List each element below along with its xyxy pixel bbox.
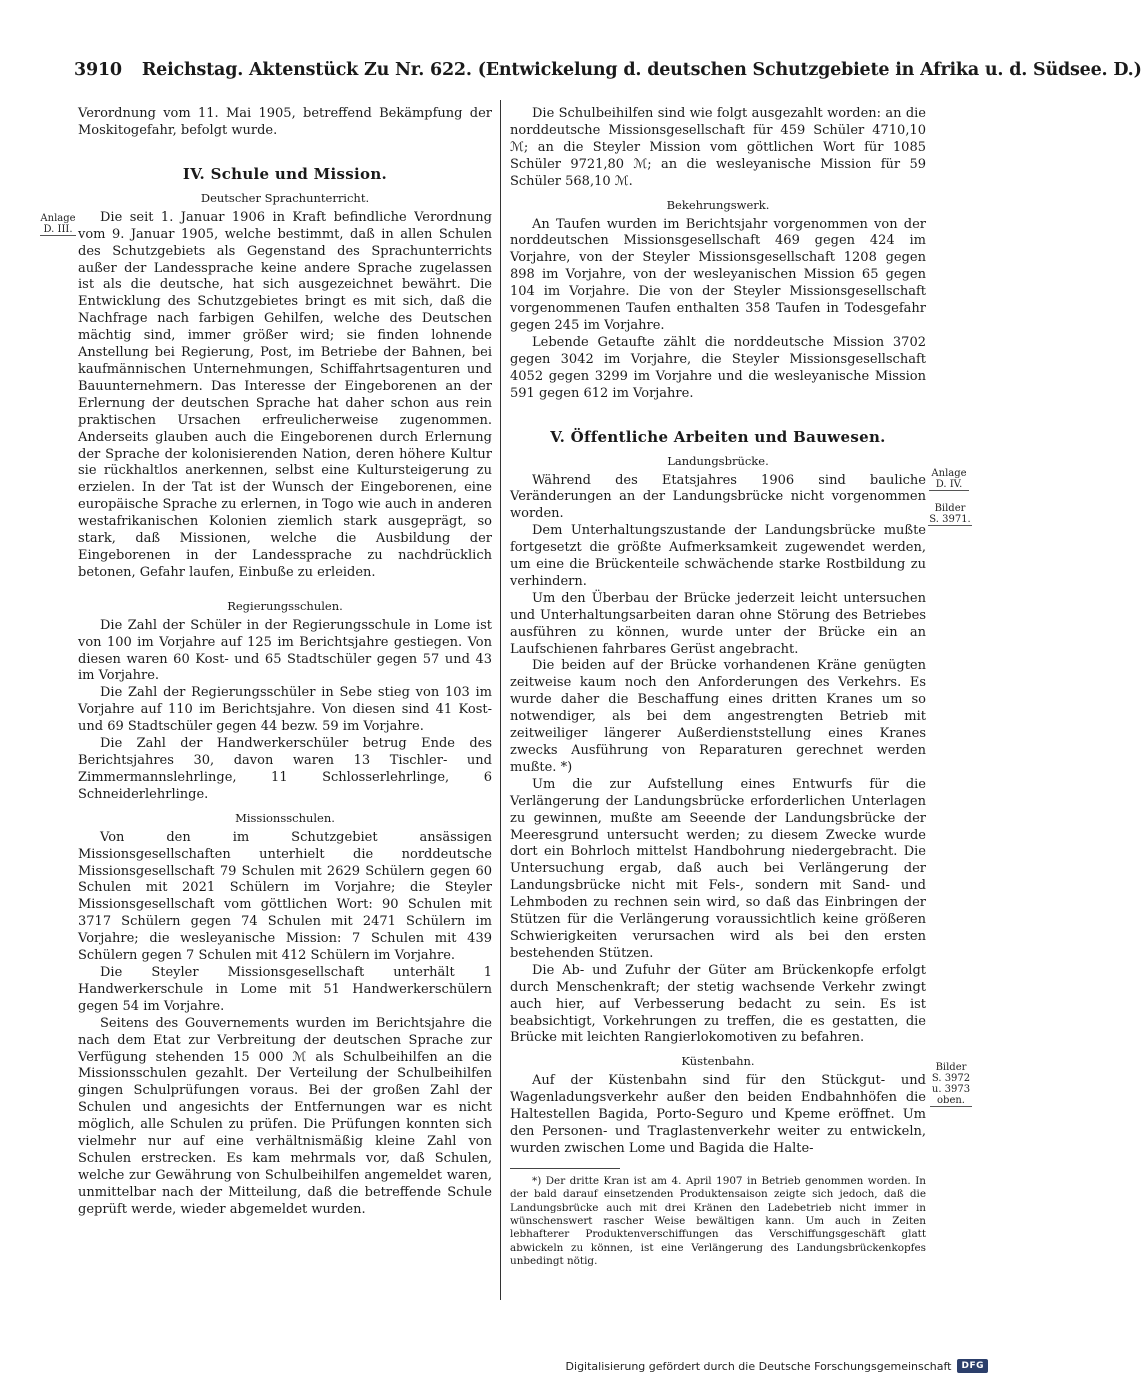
paragraph: Die Schulbeihilfen sind wie folgt ausgezahlt worden: an die norddeutsche Missionsgesellschaft für 459 Schüler 4710,10 ℳ; an die Steyler Mission vom göttlichen Wort für 1085 Schüler 9721,80 ℳ; an die wesleyanische Mission für 59 Schüler 568,10 ℳ.	[510, 106, 926, 189]
digitization-credit	[566, 1359, 988, 1373]
page-number: 3910	[74, 60, 122, 80]
subheading: Landungsbrücke.	[667, 453, 769, 468]
credit-text: Digitalisierung gefördert durch die Deutsche Forschungsgemeinschaft	[565, 1359, 952, 1373]
paragraph: Auf der Küstenbahn sind für den Stückgut- und Wagenladungsverkehr außer den beiden Endbahnhöfen die Haltestellen Bagida, Porto-Seguro und Kpeme eröffnet. Um den Personen- und Traglastenverkehr weiter zu entwickeln, wurden zwischen Lome und Bagida die Halte-	[510, 1073, 926, 1156]
page-header	[74, 60, 1142, 90]
paragraph: Die seit 1. Januar 1906 in Kraft befindliche Verordnung vom 9. Januar 1905, welche bestimmt, daß in allen Schulen des Schutzgebiets als Gegenstand des Sprachunterrichts außer der Landessprache keine andere Sprache zugelassen ist als die deutsche, hat sich ausgezeichnet bewährt. Die Entwicklung des Schutzgebietes bringt es mit sich, daß die Nachfrage nach farbigen Gehilfen, welche des Deutschen mächtig sind, immer größer wird; sie finden lohnende Anstellung bei Regierung, Post, im Betriebe der Bahnen, bei kaufmännischen Unternehmungen, Schiffahrtsagenturen und Bauunternehmern. Das Interesse der Eingeborenen an der Erlernung der deutschen Sprache hat daher schon aus rein praktischen Ursachen erfreulicherweise zugenommen. Anderseits glauben auch die Eingeborenen durch Erlernung der Sprache der kolonisierenden Nation, deren höhere Kultur sie rückhaltlos anerkennen, selbst eine Kultursteigerung zu erzielen. In der Tat ist der Wunsch der Eingeborenen, eine europäische Sprache zu erlernen, in Togo wie auch in anderen westafrikanischen Kolonien ziemlich stark ausgeprägt, so stark, daß Missionen, welche die Ausbildung der Eingeborenen in der Landessprache zu nachdrücklich betonen, Gefahr laufen, Einbuße zu erleiden.	[78, 209, 492, 580]
paragraph: Die Zahl der Schüler in der Regierungsschule in Lome ist von 100 im Vorjahre auf 125 im Berichtsjahre gestiegen. Von diesen waren 60 Kost- und 65 Stadtschüler gegen 57 und 43 im Vorjahre.	[78, 617, 492, 684]
paragraph: Während des Etatsjahres 1906 sind bauliche Veränderungen an der Landungsbrücke nicht vorgenommen worden.	[510, 472, 926, 522]
column-divider	[500, 100, 501, 1300]
left-column	[78, 106, 492, 1219]
margin-note-anlage-d4: Anlage D. IV.	[929, 468, 969, 491]
subheading: Missionsschulen.	[235, 810, 335, 825]
subheading: Regierungsschulen.	[227, 598, 343, 613]
paragraph: Von den im Schutzgebiet ansässigen Missionsgesellschaften unterhielt die norddeutsche Missionsgesellschaft 79 Schulen mit 2629 Schülern gegen 60 Schulen mit 2021 Schülern im Vorjahre; die Steyler Missionsgesellschaft vom göttlichen Wort: 90 Schulen mit 3717 Schülern gegen 74 Schulen mit 2471 Schülern im Vorjahre; die wesleyanische Mission: 7 Schulen mit 439 Schülern gegen 7 Schulen mit 412 Schülern im Vorjahre.	[78, 829, 492, 964]
paragraph: Die Zahl der Regierungsschüler in Sebe stieg von 103 im Vorjahre auf 110 im Berichtsjahre. Von diesen sind 41 Kost- und 69 Stadtschüler gegen 44 bezw. 59 im Vorjahre.	[78, 685, 492, 735]
subheading: Küstenbahn.	[681, 1054, 755, 1069]
paragraph: An Taufen wurden im Berichtsjahr vorgenommen von der norddeutschen Missionsgesellschaft 469 gegen 424 im Vorjahre, von der Steyler Missionsgesellschaft 1208 gegen 898 im Vorjahre, von der wesleyanischen Mission 65 gegen 104 im Vorjahre. Die von der Steyler Missionsgesellschaft vorgenommenen Taufen enthalten 358 Taufen in Todesgefahr gegen 245 im Vorjahre.	[510, 216, 926, 333]
subheading: Deutscher Sprachunterricht.	[200, 190, 370, 205]
margin-note-bilder-3972: Bilder S. 3972 u. 3973 oben.	[931, 1062, 971, 1106]
dfg-logo: DFG	[957, 1359, 988, 1373]
paragraph: Verordnung vom 11. Mai 1905, betreffend Bekämpfung der Moskitogefahr, befolgt wurde.	[78, 106, 492, 138]
paragraph: Die Zahl der Handwerkerschüler betrug Ende des Berichtsjahres 30, davon waren 13 Tischler- und Zimmermannslehrlinge, 11 Schlosserlehrlinge, 6 Schneiderlehrlinge.	[78, 736, 492, 802]
footnote	[510, 1175, 926, 1269]
paragraph: Seitens des Gouvernements wurden im Berichtsjahre die nach dem Etat zur Verbreitung der deutschen Sprache zur Verfügung stehenden 15 000 ℳ als Schulbeihilfen an die Missionsschulen gezahlt. Der Verteilung der Schulbeihilfen gingen Schulprüfungen voraus. Bei der großen Zahl der Schulen und angesichts der Entfernungen war es nicht möglich, alle Schulen zu prüfen. Die Prüfungen konnten sich vielmehr nur auf eine verhältnismäßig kleine Zahl von Schulen erstrecken. Es kam mehrmals vor, daß Schulen, welche zur Gewährung von Schulbeihilfen angemeldet waren, unmittelbar nach der Mitteilung, daß die betreffende Schule geprüft werde, wieder abgemeldet wurden.	[78, 1015, 492, 1217]
paragraph: Die beiden auf der Brücke vorhandenen Kräne genügten zeitweise kaum noch den Anforderungen des Verkehrs. Es wurde daher die Beschaffung eines dritten Kranes um so notwendiger, als bei dem angestrengten Betrieb mit zeitweiliger längerer Außerdienststellung eines Kranes zwecks Ausführung von Reparaturen gerechnet werden mußte. *)	[510, 658, 926, 775]
footnote-rule	[510, 1168, 620, 1169]
paragraph: Dem Unterhaltungszustande der Landungsbrücke mußte fortgesetzt die größte Aufmerksamkeit zugewendet werden, um eine die Brückenteile schwächende starke Rostbildung zu verhindern.	[510, 523, 926, 589]
page-title: Reichstag. Aktenstück Zu Nr. 622. (Entwickelung d. deutschen Schutzgebiete in Afrika u. d. Südsee. D.)	[141, 60, 1142, 80]
paragraph: Die Steyler Missionsgesellschaft unterhält 1 Handwerkerschule in Lome mit 51 Handwerkerschülern gegen 54 im Vorjahre.	[78, 964, 492, 1014]
paragraph: Lebende Getaufte zählt die norddeutsche Mission 3702 gegen 3042 im Vorjahre, die Steyler Missionsgesellschaft 4052 gegen 3299 im Vorjahre und die wesleyanische Mission 591 gegen 612 im Vorjahre.	[510, 334, 926, 401]
footnote-text: *) Der dritte Kran ist am 4. April 1907 in Betrieb genommen worden. In der bald darauf einsetzenden Produktensaison zeigte sich jedoch, daß die Landungsbrücke auch mit drei Kränen den Ladebetrieb nicht immer in wünschenswert rascher Weise bewältigen kann. Um auch in Zeiten lebhafterer Produktenverschiffungen das Verschiffungsgeschäft glatt abwickeln zu können, ist eine Verlängerung des Landungsbrückenkopfes unbedingt nötig.	[510, 1174, 926, 1268]
paragraph: Um die zur Aufstellung eines Entwurfs für die Verlängerung der Landungsbrücke erforderlichen Unterlagen zu gewinnen, mußte am Seeende der Landungsbrücke der Meeresgrund untersucht werden; zu diesem Zwecke wurde dort ein Bohrloch mittelst Handbohrung niedergebracht. Die Untersuchung ergab, daß auch bei Verlängerung der Landungsbrücke nicht mit Fels-, sondern mit Sand- und Lehmboden zu rechnen sein wird, so daß das Einbringen der Stützen für die Verlängerung voraussichtlich keine größeren Schwierigkeiten verursachen wird als bei den ersten bestehenden Stützen.	[510, 776, 926, 961]
paragraph: Die Ab- und Zufuhr der Güter am Brückenkopfe erfolgt durch Menschenkraft; der stetig wachsende Verkehr zwingt auch hier, auf Verbesserung bedacht zu sein. Es ist beabsichtigt, Vorkehrungen zu treffen, die es gestatten, die Brücke mit leichten Rangierlokomotiven zu befahren.	[510, 962, 926, 1046]
paragraph: Um den Überbau der Brücke jederzeit leicht untersuchen und Unterhaltungsarbeiten daran ohne Störung des Betriebes ausführen zu können, wurde unter der Brücke ein an Laufschienen fahrbares Gerüst angebracht.	[510, 590, 926, 657]
margin-note-anlage-d3: Anlage D. III.	[40, 213, 76, 235]
section-heading: IV. Schule und Mission.	[182, 164, 388, 183]
margin-note-bilder-3971: Bilder S. 3971.	[929, 503, 971, 525]
subheading: Bekehrungswerk.	[666, 197, 770, 212]
right-column	[510, 106, 926, 1269]
section-heading: V. Öffentliche Arbeiten und Bauwesen.	[550, 427, 886, 446]
